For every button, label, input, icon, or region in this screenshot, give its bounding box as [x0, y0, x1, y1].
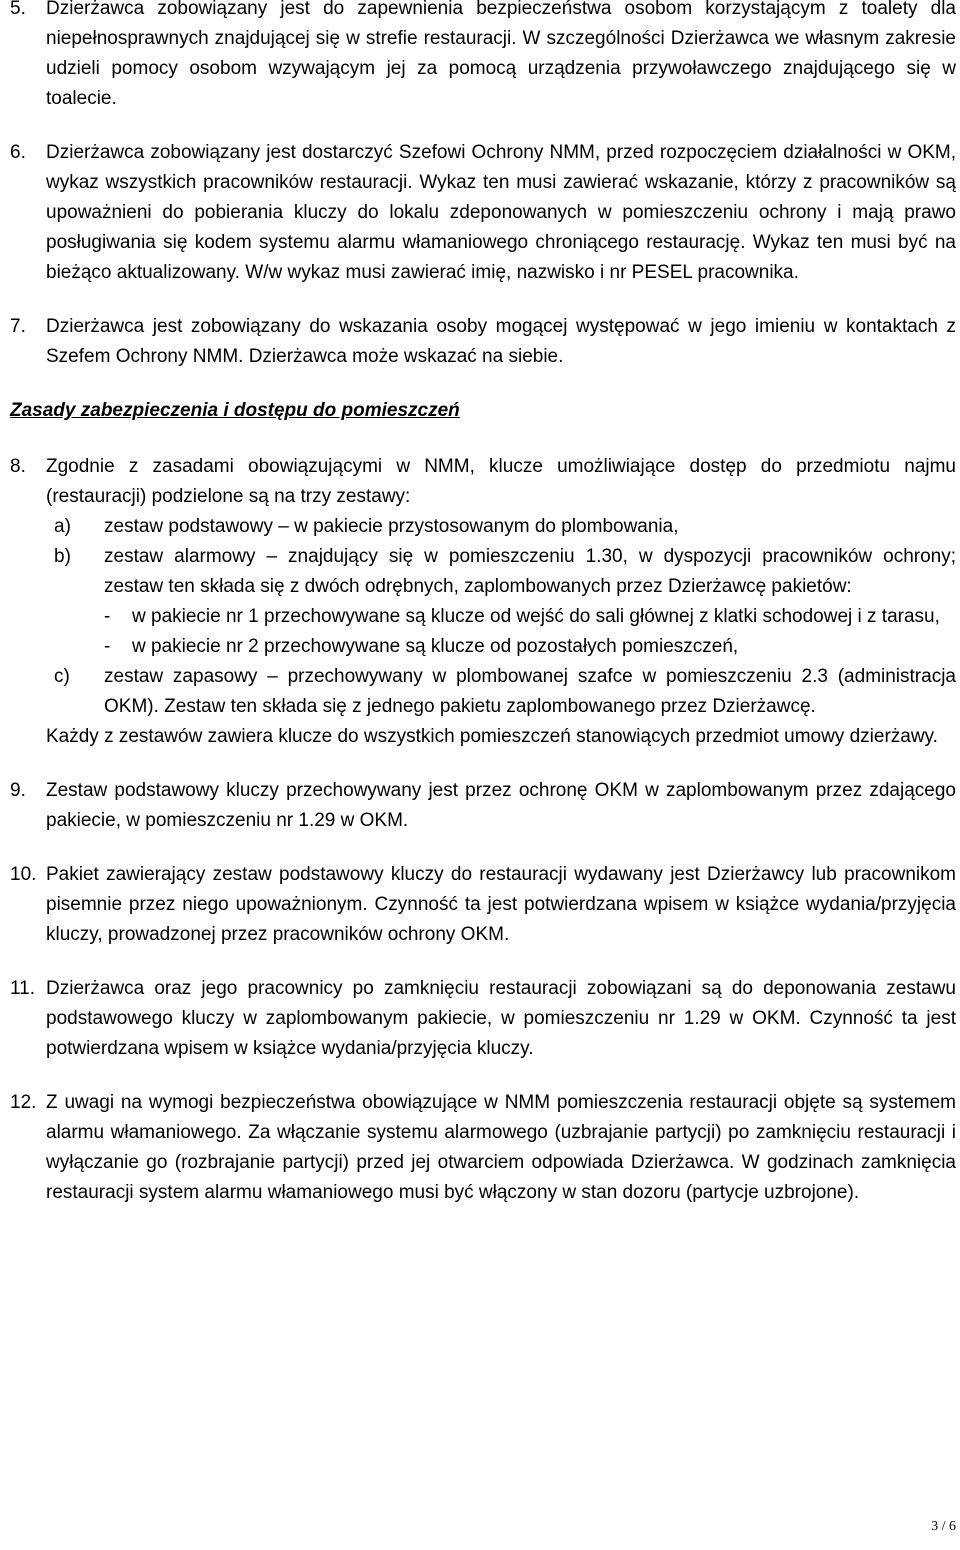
document-body	[10, 0, 956, 1232]
paragraph-number: 8.	[10, 456, 26, 477]
paragraph-number: 9.	[10, 780, 26, 801]
paragraph-number: 10.	[10, 864, 37, 885]
paragraph-text: Pakiet zawierający zestaw podstawowy kluczy do restauracji wydawany jest Dzierżawcy lub pracownikom pisemnie przez niego upoważnionym. Czynność ta jest potwierdzana wpisem w książce wydania/przyjęcia kluczy, prowadzonej przez pracowników ochrony OKM.	[46, 864, 956, 945]
paragraph-number: 7.	[10, 316, 26, 337]
paragraph-10	[10, 860, 956, 950]
paragraph-9	[10, 776, 956, 836]
paragraph-text: Dzierżawca zobowiązany jest do zapewnienia bezpieczeństwa osobom korzystającym z toalety dla niepełnosprawnych znajdującej się w strefie restauracji. W szczególności Dzierżawca we własnym zakresie udzieli pomocy osobom wzywającym jej za pomocą urządzenia przywoławczego znajdującego się w toalecie.	[46, 0, 956, 109]
list-item-b	[46, 542, 956, 662]
paragraph-8	[10, 452, 956, 752]
paragraph-intro: Zgodnie z zasadami obowiązującymi w NMM, klucze umożliwiające dostęp do przedmiotu najmu (restauracji) podzielone są na trzy zestawy:	[46, 456, 956, 507]
paragraph-outro: Każdy z zestawów zawiera klucze do wszystkich pomieszczeń stanowiących przedmiot umowy dzierżawy.	[46, 726, 938, 747]
paragraph-11	[10, 974, 956, 1064]
paragraph-number: 6.	[10, 142, 26, 163]
page-number: 3 / 6	[931, 1519, 956, 1534]
paragraph-5	[10, 0, 956, 114]
list-text: zestaw podstawowy – w pakiecie przystosowanym do plombowania,	[104, 516, 679, 537]
dash-marker: -	[104, 606, 111, 627]
paragraph-6	[10, 138, 956, 288]
list-label: c)	[54, 666, 70, 687]
list-text: zestaw alarmowy – znajdujący się w pomieszczeniu 1.30, w dyspozycji pracowników ochrony; zestaw ten składa się z dwóch odrębnych, zaplombowanych przez Dzierżawcę pakietów:	[104, 546, 956, 597]
sublist-item-1	[104, 602, 956, 632]
paragraph-number: 5.	[10, 0, 26, 19]
sublist-item-2	[104, 632, 956, 662]
list-item-c	[46, 662, 956, 722]
dash-marker: -	[104, 636, 111, 657]
paragraph-text: Dzierżawca zobowiązany jest dostarczyć Szefowi Ochrony NMM, przed rozpoczęciem działalności w OKM, wykaz wszystkich pracowników restauracji. Wykaz ten musi zawierać wskazanie, którzy z pracowników są upoważnieni do pobierania kluczy do lokalu zdeponowanych w pomieszczeniu ochrony i mają prawo posługiwania się kodem systemu alarmu włamaniowego chroniącego restaurację. Wykaz ten musi być na bieżąco aktualizowany. W/w wykaz musi zawierać imię, nazwisko i nr PESEL pracownika.	[46, 142, 956, 283]
paragraph-12	[10, 1088, 956, 1208]
paragraph-text: Dzierżawca oraz jego pracownicy po zamknięciu restauracji zobowiązani są do deponowania zestawu podstawowego kluczy w zaplombowanym pakiecie, w pomieszczeniu nr 1.29 w OKM. Czynność ta jest potwierdzana wpisem w książce wydania/przyjęcia kluczy.	[46, 978, 956, 1059]
paragraph-text: Zestaw podstawowy kluczy przechowywany jest przez ochronę OKM w zaplombowanym przez zdającego pakiecie, w pomieszczeniu nr 1.29 w OKM.	[46, 780, 956, 831]
paragraph-7	[10, 312, 956, 372]
paragraph-text: Z uwagi na wymogi bezpieczeństwa obowiązujące w NMM pomieszczenia restauracji objęte są systemem alarmu włamaniowego. Za włączanie systemu alarmowego (uzbrajanie partycji) po zamknięciu restauracji i wyłączanie go (rozbrajanie partycji) przed jej otwarciem odpowiada Dzierżawca. W godzinach zamknięcia restauracji system alarmu włamaniowego musi być włączony w stan dozoru (partycje uzbrojone).	[46, 1092, 956, 1203]
paragraph-text: Dzierżawca jest zobowiązany do wskazania osoby mogącej występować w jego imieniu w kontaktach z Szefem Ochrony NMM. Dzierżawca może wskazać na siebie.	[46, 316, 956, 367]
sublist-text: w pakiecie nr 2 przechowywane są klucze od pozostałych pomieszczeń,	[132, 636, 739, 657]
list-item-a	[46, 512, 956, 542]
list-label: b)	[54, 546, 71, 567]
key-sets-list	[46, 512, 956, 722]
sublist-text: w pakiecie nr 1 przechowywane są klucze od wejść do sali głównej z klatki schodowej i z tarasu,	[132, 606, 940, 627]
list-label: a)	[54, 516, 71, 537]
list-text: zestaw zapasowy – przechowywany w plombowanej szafce w pomieszczeniu 2.3 (administracja OKM). Zestaw ten składa się z jednego pakietu zaplombowanego przez Dzierżawcę.	[104, 666, 956, 717]
paragraph-number: 12.	[10, 1092, 37, 1113]
section-heading: Zasady zabezpieczenia i dostępu do pomieszczeń	[10, 400, 460, 421]
paragraph-number: 11.	[10, 978, 36, 999]
